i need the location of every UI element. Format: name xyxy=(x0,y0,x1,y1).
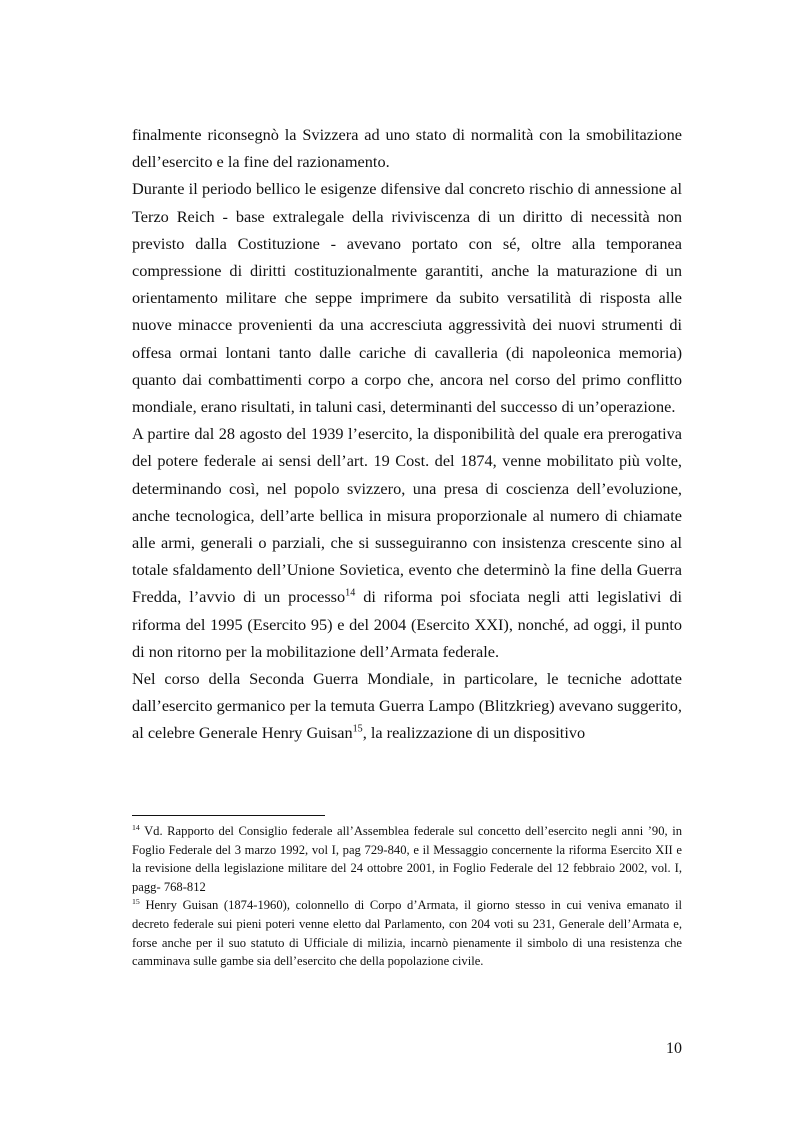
paragraph-2: Durante il periodo bellico le esigenze difensive dal concreto rischio di annessione al Terzo Reich - base extralegale della riviviscenza di un diritto di necessità non previsto dalla Costituzione - avevano portato con sé, oltre alla temporanea compressione di diritti costituzionalmente garantiti, anche la maturazione di un orientamento militare che seppe imprimere da subito versatilità di risposta alle nuove minacce provenienti da una accresciuta aggressività dei nuovi strumenti di offesa ormai lontani tanto dalle cariche di cavalleria (di napoleonica memoria) quanto dai combattimenti corpo a corpo che, ancora nel corso del primo conflitto mondiale, erano risultati, in taluni casi, determinanti del successo di un’operazione. xyxy=(132,179,682,417)
footnote-reference-15: 15 xyxy=(352,724,363,736)
footnote-15-text: Henry Guisan (1874-1960), colonnello di Corpo d’Armata, il giorno stesso in cui veniva emanato il decreto federale sui pieni poteri venne eletto dal Parlamento, con 204 voti su 231, Generale dell’Armata e, forse anche per il suo statuto di Ufficiale di milizia, incarnò pienamente il simbolo di una resistenza che camminava sulle gambe sia dell’esercito che della popolazione civile. xyxy=(132,898,682,969)
footnote-marker-14: 14 xyxy=(132,822,140,832)
footnotes xyxy=(132,822,682,971)
footnote-separator xyxy=(132,815,325,816)
footnote-14 xyxy=(132,822,682,896)
paragraph-3-text-start: A partire dal 28 agosto del 1939 l’esercito, la disponibilità del quale era prerogativa del potere federale ai sensi dell’art. 19 Cost. del 1874, venne mobilitato più volte, determinando così, nel popolo svizzero, una presa di coscienza dell’evoluzione, anche tecnologica, dell’arte bellica in misura proporzionale al numero di chiamate alle armi, generali o parziali, che si susseguiranno con insistenza crescente sino al totale sfaldamento dell’Unione Sovietica, evento che determinò la fine della Guerra Fredda, l’avvio di un processo xyxy=(132,424,682,607)
paragraph-4-text-end: , la realizzazione di un dispositivo xyxy=(362,723,586,743)
paragraph-4 xyxy=(132,665,682,747)
paragraph-1: finalmente riconsegnò la Svizzera ad uno stato di normalità con la smobilitazione dell’esercito e la fine del razionamento. xyxy=(132,125,682,172)
footnote-marker-15: 15 xyxy=(132,897,140,907)
footnote-15 xyxy=(132,896,682,970)
footnote-14-text: Vd. Rapporto del Consiglio federale all’Assemblea federale sul concetto dell’esercito negli anni ’90, in Foglio Federale del 3 marzo 1992, vol I, pag 729-840, e il Messaggio concernente la riforma Esercito XII e la revisione della legislazione militare del 24 ottobre 2001, in Foglio Federale del 12 febbraio 2002, vol. I, pagg- 768-812 xyxy=(132,824,682,894)
paragraph-3-text-end: di riforma poi sfociata negli atti legislativi di riforma del 1995 (Esercito 95) e del 2004 (Esercito XXI), nonché, ad oggi, il punto di non ritorno per la mobilitazione dell’Armata federale. xyxy=(132,587,683,661)
paragraph-4-text-start: Nel corso della Seconda Guerra Mondiale, in particolare, le tecniche adottate dall’esercito germanico per la temuta Guerra Lampo (Blitzkrieg) avevano suggerito, al celebre Generale Henry Guisan xyxy=(132,669,682,743)
paragraph-3 xyxy=(132,420,682,665)
body-text xyxy=(132,121,682,747)
page-number: 10 xyxy=(666,1040,682,1057)
footnote-reference-14: 14 xyxy=(345,588,356,600)
